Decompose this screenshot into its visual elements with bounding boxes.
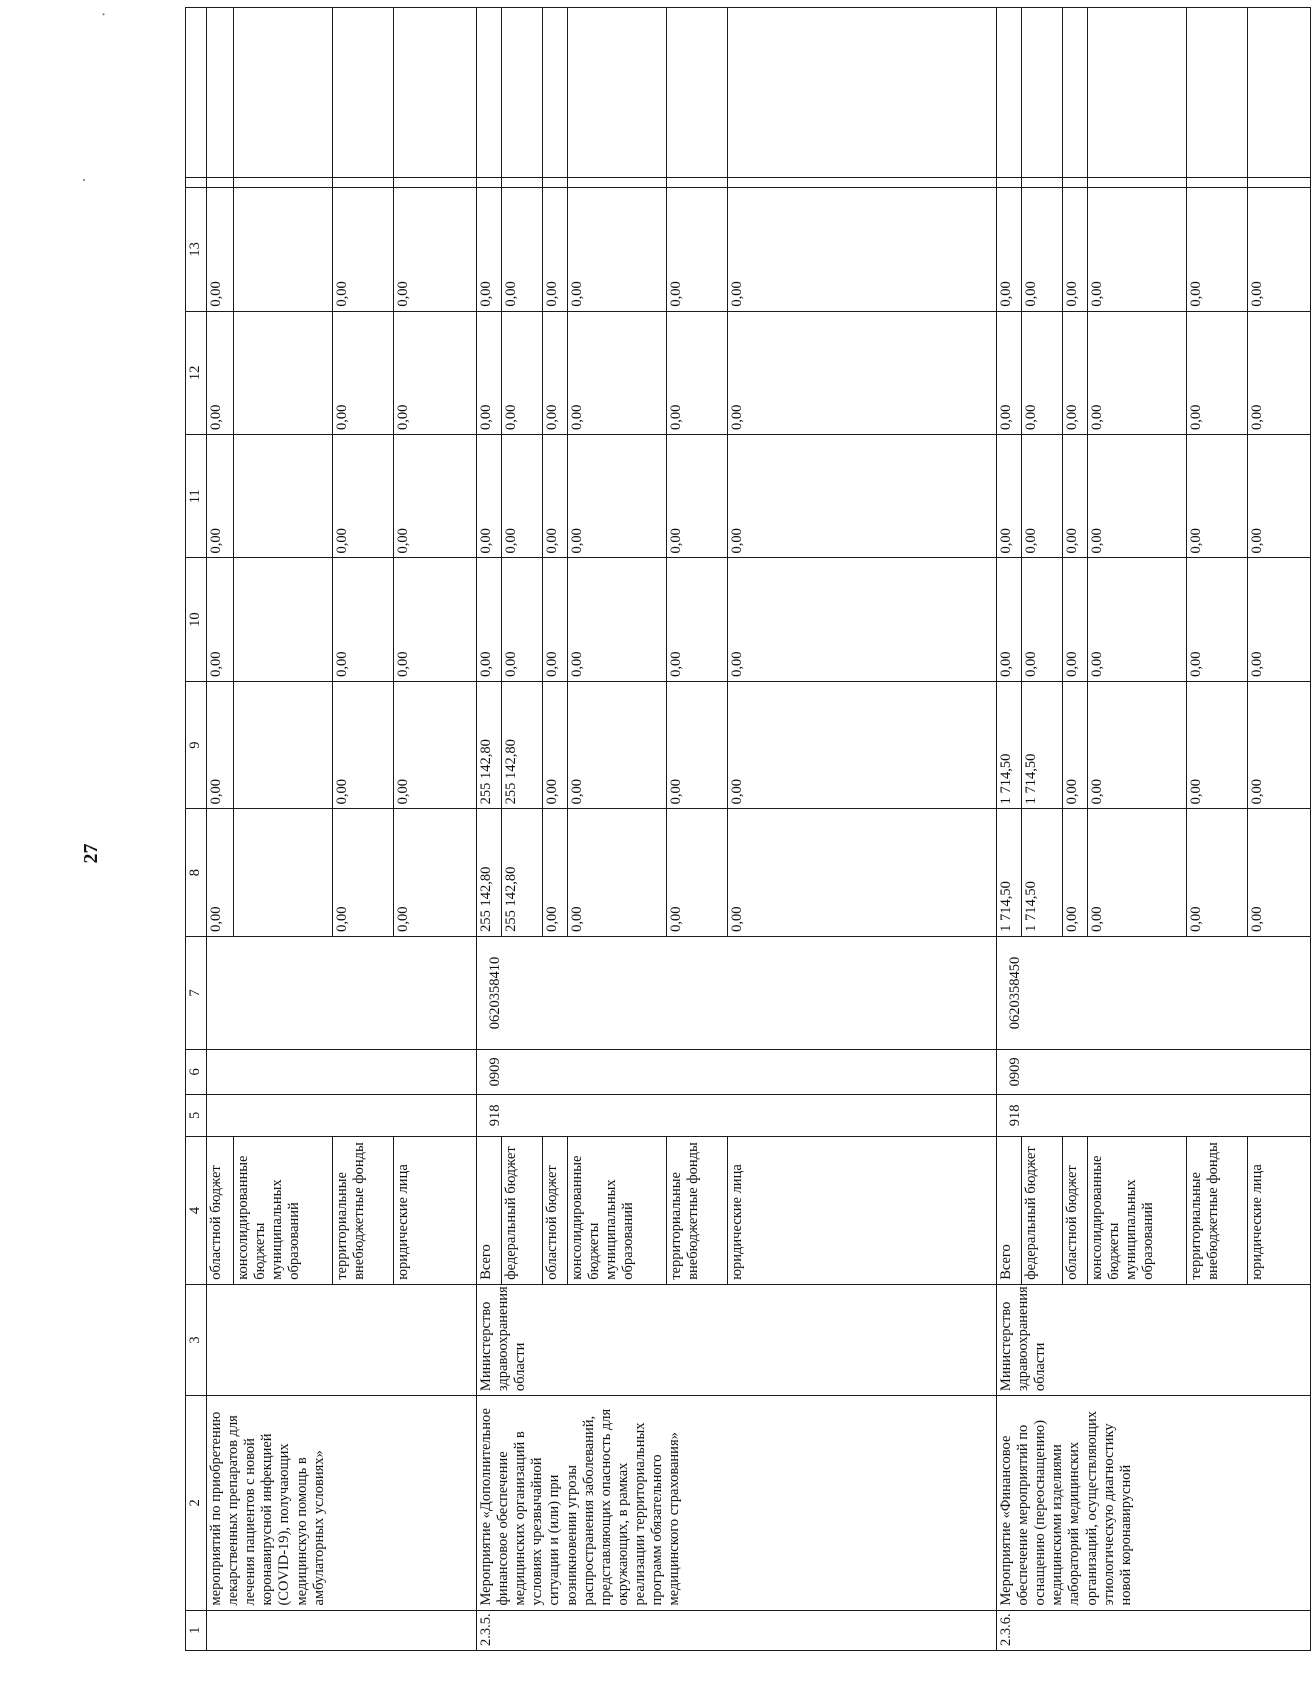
- amount-9: 0,00: [1088, 681, 1187, 808]
- empty-column: [728, 8, 997, 178]
- amount-11: 0,00: [667, 435, 728, 558]
- empty-column: [568, 8, 667, 178]
- amount-11: 0,00: [568, 435, 667, 558]
- amount-8: 0,00: [568, 809, 667, 936]
- amount-12: 0,00: [477, 311, 502, 434]
- column-header: 4: [186, 1137, 207, 1285]
- amount-8: 0,00: [394, 809, 477, 936]
- empty-column: [234, 8, 333, 178]
- column-header: 10: [186, 558, 207, 681]
- amount-9: 255 142,80: [477, 681, 502, 808]
- amount-8: 0,00: [728, 809, 997, 936]
- amount-8: 1 714,50: [1022, 809, 1063, 936]
- amount-13: [234, 188, 333, 311]
- margin-mark: ·: [96, 11, 113, 17]
- column-header: 11: [186, 435, 207, 558]
- column-header: 1: [186, 1610, 207, 1650]
- amount-10: 0,00: [477, 558, 502, 681]
- amount-12: 0,00: [997, 311, 1022, 434]
- amount-8: 0,00: [207, 809, 234, 936]
- amount-12: 0,00: [667, 311, 728, 434]
- column-gap: [543, 178, 568, 188]
- amount-13: 0,00: [1248, 188, 1311, 311]
- amount-8: 255 142,80: [477, 809, 502, 936]
- amount-9: 0,00: [333, 681, 394, 808]
- amount-9: 0,00: [1248, 681, 1311, 808]
- amount-9: 0,00: [207, 681, 234, 808]
- funding-source: Всего: [997, 1137, 1022, 1285]
- column-header: 3: [186, 1284, 207, 1395]
- amount-11: 0,00: [1187, 435, 1248, 558]
- amount-12: 0,00: [568, 311, 667, 434]
- amount-13: 0,00: [1187, 188, 1248, 311]
- code-7-value: 0620358410: [487, 956, 503, 1030]
- funding-source: территориальные внебюджетные фонды: [1187, 1137, 1248, 1285]
- column-gap: [1187, 178, 1248, 188]
- amount-9: 0,00: [667, 681, 728, 808]
- measure-number: 2.3.6.: [997, 1610, 1311, 1650]
- funding-source: консолидированные бюджеты муниципальных образований: [234, 1137, 333, 1285]
- code-7: [207, 936, 477, 1049]
- amount-9: 0,00: [728, 681, 997, 808]
- column-gap: [1022, 178, 1063, 188]
- code-7-value: 0620358450: [1007, 956, 1023, 1030]
- code-6-value: 0909: [1007, 1057, 1023, 1087]
- amount-10: 0,00: [1022, 558, 1063, 681]
- amount-10: 0,00: [667, 558, 728, 681]
- amount-10: [234, 558, 333, 681]
- amount-9: 255 142,80: [502, 681, 543, 808]
- code-5: [997, 1094, 1311, 1136]
- amount-10: 0,00: [394, 558, 477, 681]
- amount-10: 0,00: [1063, 558, 1088, 681]
- funding-source: федеральный бюджет: [502, 1137, 543, 1285]
- amount-8: 0,00: [1187, 809, 1248, 936]
- amount-8: 0,00: [1088, 809, 1187, 936]
- amount-12: 0,00: [333, 311, 394, 434]
- empty-column: [1022, 8, 1063, 178]
- measure-name: мероприятий по приобретению лекарственных препаратов для лечения пациентов с новой коронавирусной инфекцией (COVID-19), получающих медицинскую помощь в амбулаторных условиях»: [207, 1396, 477, 1610]
- amount-9: 0,00: [1063, 681, 1088, 808]
- amount-11: 0,00: [502, 435, 543, 558]
- column-gap: [502, 178, 543, 188]
- amount-9: 1 714,50: [997, 681, 1022, 808]
- amount-13: 0,00: [207, 188, 234, 311]
- amount-12: 0,00: [502, 311, 543, 434]
- executor: Министерство здравоохранения области: [477, 1284, 997, 1395]
- empty-column: [394, 8, 477, 178]
- column-header: 8: [186, 809, 207, 936]
- amount-11: 0,00: [207, 435, 234, 558]
- funding-source: юридические лица: [394, 1137, 477, 1285]
- column-gap: [477, 178, 502, 188]
- amount-13: 0,00: [997, 188, 1022, 311]
- amount-13: 0,00: [568, 188, 667, 311]
- amount-13: 0,00: [502, 188, 543, 311]
- amount-8: 1 714,50: [997, 809, 1022, 936]
- column-gap: [1088, 178, 1187, 188]
- column-gap: [997, 178, 1022, 188]
- column-header: 2: [186, 1396, 207, 1610]
- amount-12: 0,00: [207, 311, 234, 434]
- column-gap: [1063, 178, 1088, 188]
- amount-9: 0,00: [543, 681, 568, 808]
- amount-11: 0,00: [997, 435, 1022, 558]
- empty-column: [502, 8, 543, 178]
- executor: [207, 1284, 477, 1395]
- column-header-row: [186, 8, 207, 1651]
- amount-12: 0,00: [1187, 311, 1248, 434]
- code-6: [207, 1050, 477, 1095]
- empty-column: [1248, 8, 1311, 178]
- column-header: 5: [186, 1094, 207, 1136]
- amount-10: 0,00: [1088, 558, 1187, 681]
- column-gap: [728, 178, 997, 188]
- column-header: 6: [186, 1050, 207, 1095]
- funding-source: консолидированные бюджеты муниципальных образований: [1088, 1137, 1187, 1285]
- code-6: [997, 1050, 1311, 1095]
- code-7: [477, 936, 997, 1049]
- amount-8: 0,00: [1248, 809, 1311, 936]
- empty-column: [543, 8, 568, 178]
- amount-12: 0,00: [543, 311, 568, 434]
- funding-source: территориальные внебюджетные фонды: [333, 1137, 394, 1285]
- measure-name: Мероприятие «Финансовое обеспечение мероприятий по оснащению (переоснащению) медицинскими изделиями лабораторий медицинских организаций, осуществляющих этиологическую диагностику новой коронавирусной: [997, 1396, 1311, 1610]
- amount-13: 0,00: [667, 188, 728, 311]
- amount-10: 0,00: [207, 558, 234, 681]
- amount-13: 0,00: [1063, 188, 1088, 311]
- amount-10: 0,00: [333, 558, 394, 681]
- table-row: [997, 8, 1022, 1651]
- code-5: [207, 1094, 477, 1136]
- empty-column: [477, 8, 502, 178]
- amount-11: 0,00: [543, 435, 568, 558]
- funding-source: областной бюджет: [543, 1137, 568, 1285]
- amount-12: 0,00: [1088, 311, 1187, 434]
- amount-9: 1 714,50: [1022, 681, 1063, 808]
- column-header: 13: [186, 188, 207, 311]
- column-gap: [1248, 178, 1311, 188]
- amount-9: [234, 681, 333, 808]
- column-header: 9: [186, 681, 207, 808]
- column-gap: [667, 178, 728, 188]
- code-7: [997, 936, 1311, 1049]
- amount-12: 0,00: [1063, 311, 1088, 434]
- amount-11: 0,00: [1088, 435, 1187, 558]
- empty-column: [333, 8, 394, 178]
- empty-column: [186, 8, 207, 178]
- column-gap: [234, 178, 333, 188]
- amount-8: 0,00: [1063, 809, 1088, 936]
- amount-10: 0,00: [568, 558, 667, 681]
- funding-source: областной бюджет: [1063, 1137, 1088, 1285]
- executor: Министерство здравоохранения области: [997, 1284, 1311, 1395]
- page-number: 27: [80, 843, 102, 864]
- empty-column: [997, 8, 1022, 178]
- amount-11: 0,00: [1022, 435, 1063, 558]
- empty-column: [207, 8, 234, 178]
- column-gap: [568, 178, 667, 188]
- column-gap: [207, 178, 234, 188]
- amount-13: 0,00: [728, 188, 997, 311]
- amount-9: 0,00: [568, 681, 667, 808]
- amount-8: [234, 809, 333, 936]
- amount-12: 0,00: [728, 311, 997, 434]
- financing-table: [185, 7, 1311, 1651]
- amount-10: 0,00: [543, 558, 568, 681]
- funding-source: юридические лица: [728, 1137, 997, 1285]
- amount-12: [234, 311, 333, 434]
- amount-8: 0,00: [333, 809, 394, 936]
- amount-11: [234, 435, 333, 558]
- table-row: [477, 8, 502, 1651]
- amount-11: 0,00: [728, 435, 997, 558]
- table-row: [207, 8, 234, 1651]
- amount-13: 0,00: [543, 188, 568, 311]
- empty-column: [1187, 8, 1248, 178]
- amount-11: 0,00: [477, 435, 502, 558]
- amount-13: 0,00: [1022, 188, 1063, 311]
- amount-12: 0,00: [394, 311, 477, 434]
- empty-column: [1063, 8, 1088, 178]
- funding-source: территориальные внебюджетные фонды: [667, 1137, 728, 1285]
- measure-name: Мероприятие «Дополнительное финансовое обеспечение медицинских организаций в условиях чрезвычайной ситуации и (или) при возникновении угрозы распространения заболеваний, представляющих опасность для окружающих, в рамках реализации территориальных программ обязательного медицинского страхования»: [477, 1396, 997, 1610]
- amount-10: 0,00: [997, 558, 1022, 681]
- amount-11: 0,00: [394, 435, 477, 558]
- margin-mark: .: [72, 178, 89, 182]
- column-gap: [186, 178, 207, 188]
- code-6: [477, 1050, 997, 1095]
- amount-9: 0,00: [1187, 681, 1248, 808]
- amount-8: 0,00: [543, 809, 568, 936]
- measure-number: [207, 1610, 477, 1650]
- code-5: [477, 1094, 997, 1136]
- amount-8: 255 142,80: [502, 809, 543, 936]
- amount-13: 0,00: [477, 188, 502, 311]
- amount-13: 0,00: [333, 188, 394, 311]
- amount-12: 0,00: [1248, 311, 1311, 434]
- measure-number: 2.3.5.: [477, 1610, 997, 1650]
- code-5-value: 918: [1007, 1104, 1023, 1127]
- amount-13: 0,00: [394, 188, 477, 311]
- amount-10: 0,00: [502, 558, 543, 681]
- amount-8: 0,00: [667, 809, 728, 936]
- amount-10: 0,00: [728, 558, 997, 681]
- amount-9: 0,00: [394, 681, 477, 808]
- amount-11: 0,00: [1063, 435, 1088, 558]
- empty-column: [667, 8, 728, 178]
- amount-11: 0,00: [333, 435, 394, 558]
- funding-source: Всего: [477, 1137, 502, 1285]
- column-header: 12: [186, 311, 207, 434]
- amount-10: 0,00: [1248, 558, 1311, 681]
- column-gap: [394, 178, 477, 188]
- funding-source: областной бюджет: [207, 1137, 234, 1285]
- code-5-value: 918: [487, 1104, 503, 1127]
- column-header: 7: [186, 936, 207, 1049]
- column-gap: [333, 178, 394, 188]
- amount-12: 0,00: [1022, 311, 1063, 434]
- funding-source: консолидированные бюджеты муниципальных образований: [568, 1137, 667, 1285]
- amount-10: 0,00: [1187, 558, 1248, 681]
- amount-11: 0,00: [1248, 435, 1311, 558]
- code-6-value: 0909: [487, 1057, 503, 1087]
- empty-column: [1088, 8, 1187, 178]
- funding-source: юридические лица: [1248, 1137, 1311, 1285]
- funding-source: федеральный бюджет: [1022, 1137, 1063, 1285]
- amount-13: 0,00: [1088, 188, 1187, 311]
